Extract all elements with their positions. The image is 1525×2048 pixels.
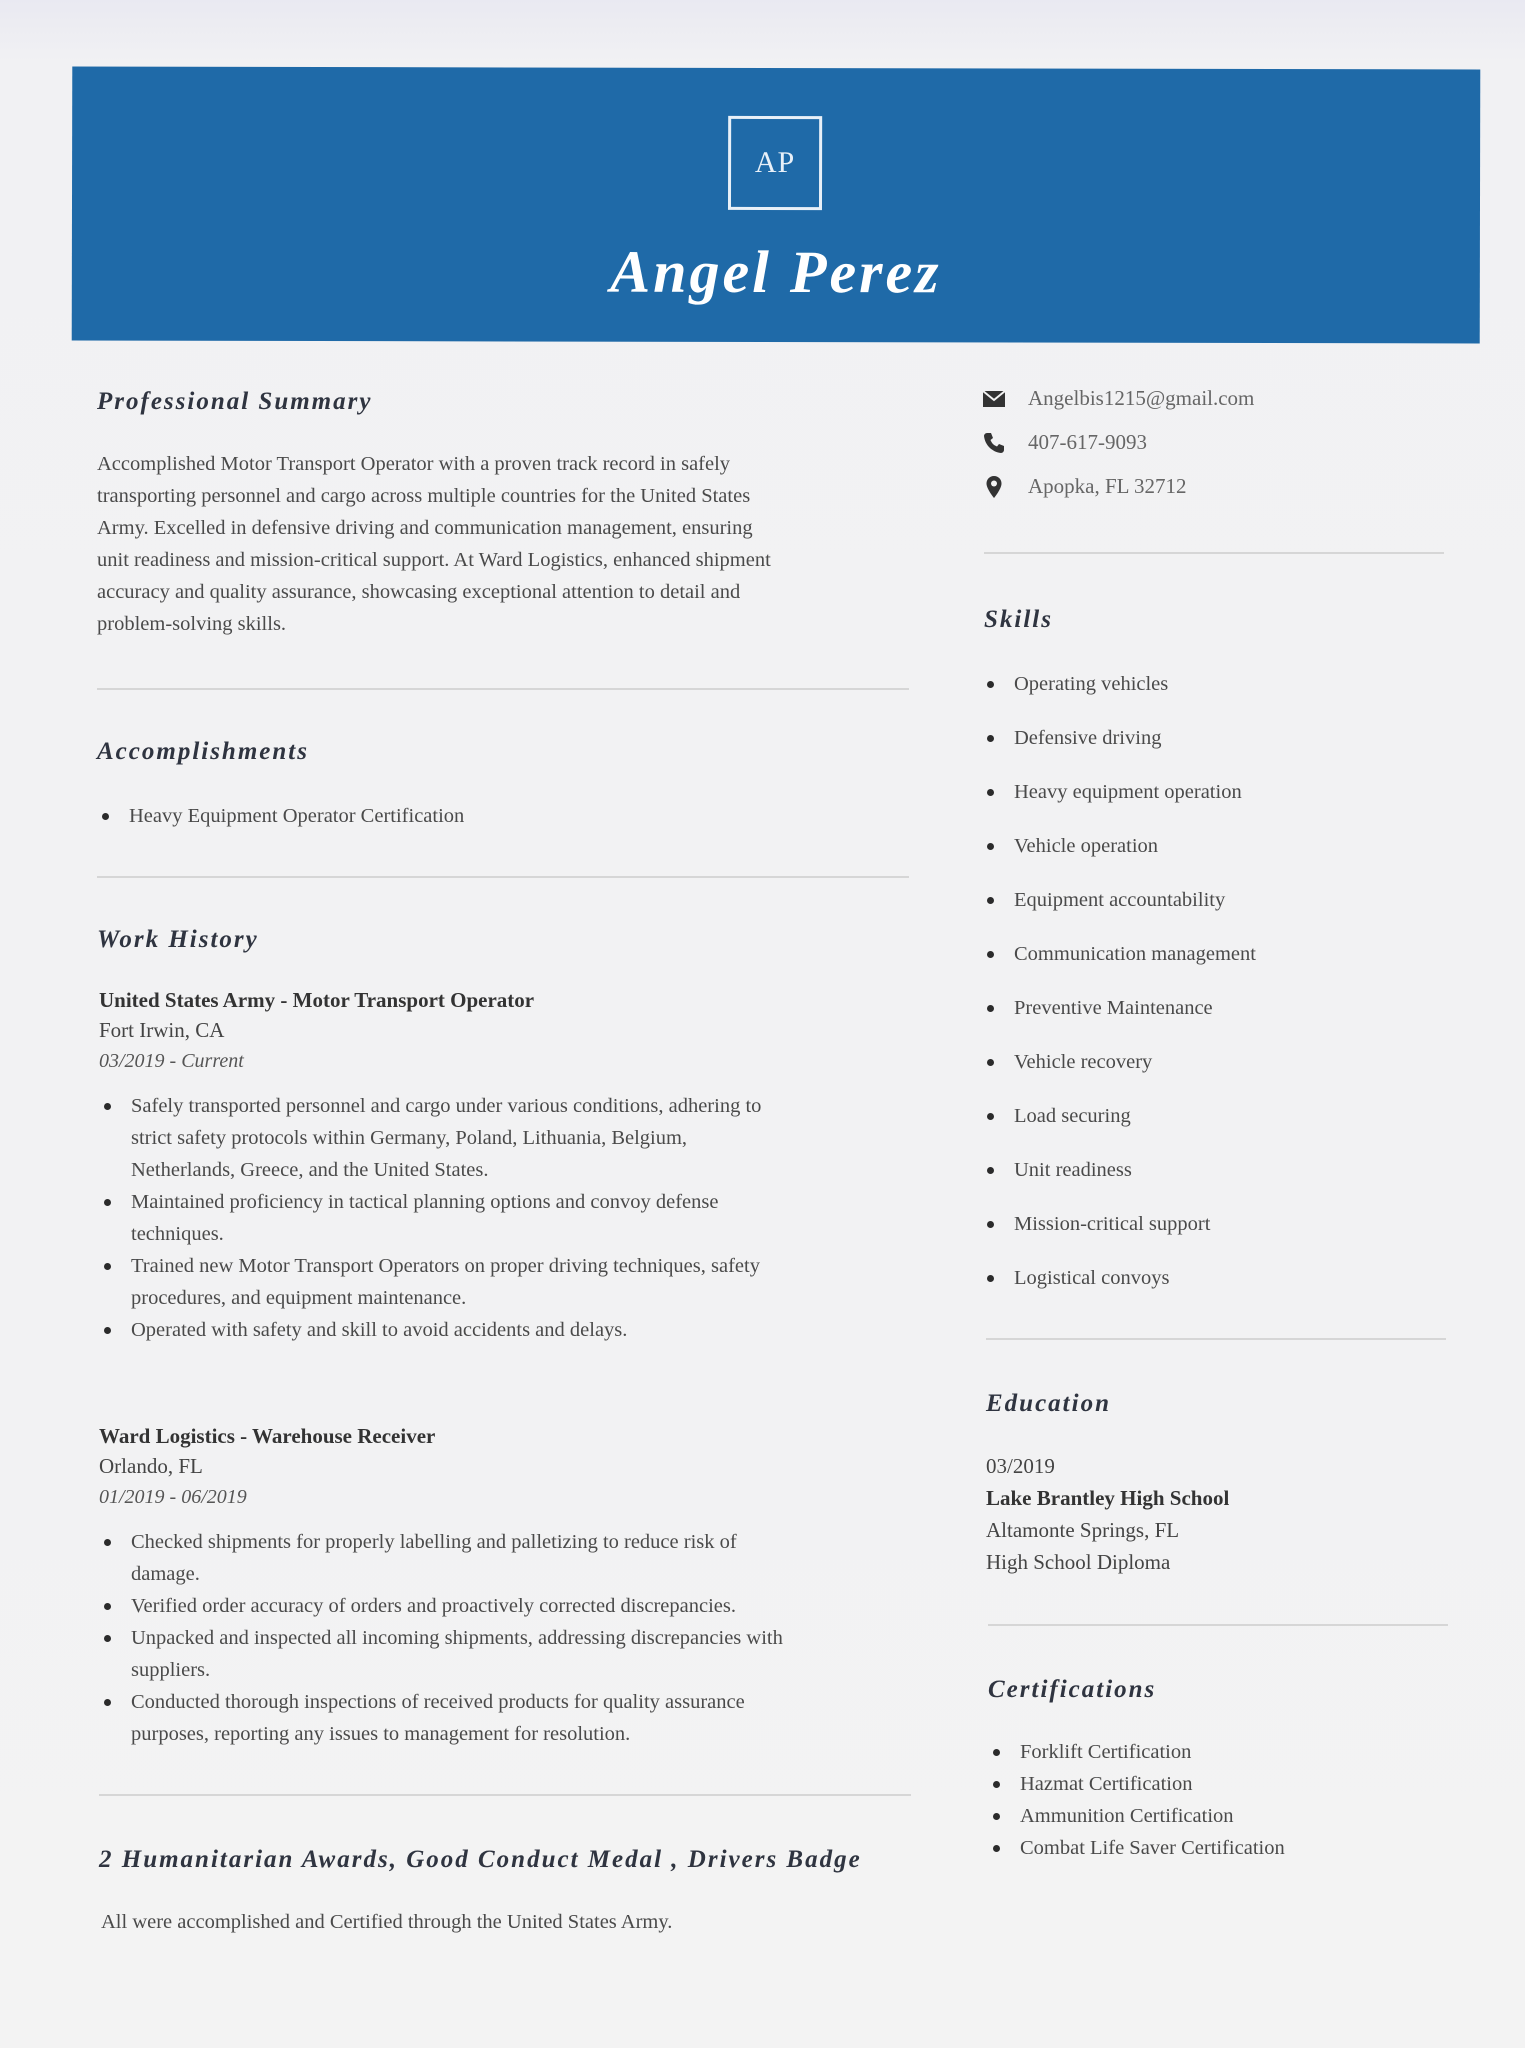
list-item <box>99 1250 919 1314</box>
list-item: Load securing <box>982 1100 1452 1132</box>
summary-text <box>97 448 927 640</box>
list-item: Combat Life Saver Certification <box>988 1832 1468 1864</box>
divider <box>984 552 1444 554</box>
job-bullets <box>99 1526 929 1750</box>
education-date: 03/2019 <box>986 1454 1055 1478</box>
education-entry <box>986 1450 1229 1578</box>
header-banner <box>72 67 1481 344</box>
job-bullets <box>99 1090 919 1346</box>
education-title: Education <box>986 1390 1111 1417</box>
certifications-list <box>988 1736 1468 1864</box>
list-item: Hazmat Certification <box>988 1768 1468 1800</box>
contact-email <box>982 386 1254 411</box>
summary-title: Professional Summary <box>97 388 373 415</box>
list-item: Heavy Equipment Operator Certification <box>97 800 464 832</box>
job-location: Fort Irwin, CA <box>99 1018 225 1042</box>
list-item: Equipment accountability <box>982 884 1452 916</box>
list-item: Mission-critical support <box>982 1208 1452 1240</box>
list-item: Operating vehicles <box>982 668 1452 700</box>
bullet-line: techniques. <box>131 1223 224 1245</box>
phone-text: 407-617-9093 <box>1028 430 1147 454</box>
list-item: Logistical convoys <box>982 1262 1452 1294</box>
summary-line: problem-solving skills. <box>97 613 287 635</box>
awards-title: 2 Humanitarian Awards, Good Conduct Medal , Drivers Badge <box>99 1846 862 1873</box>
job-dates: 03/2019 - Current <box>99 1050 244 1072</box>
phone-icon <box>982 431 1006 455</box>
list-item: Ammunition Certification <box>988 1800 1468 1832</box>
summary-line: Army. Excelled in defensive driving and communication management, ensuring <box>97 517 753 539</box>
divider <box>97 688 909 690</box>
bullet-line: Unpacked and inspected all incoming shipments, addressing discrepancies with <box>131 1627 783 1649</box>
divider <box>99 1794 911 1796</box>
education-location: Altamonte Springs, FL <box>986 1518 1180 1542</box>
job-title: United States Army - Motor Transport Operator <box>99 988 535 1012</box>
bullet-line: Operated with safety and skill to avoid accidents and delays. <box>131 1319 628 1341</box>
bullet-line: procedures, and equipment maintenance. <box>131 1287 467 1309</box>
list-item: Preventive Maintenance <box>982 992 1452 1024</box>
bullet-line: damage. <box>131 1563 200 1585</box>
list-item: Vehicle recovery <box>982 1046 1452 1078</box>
job-title: Ward Logistics - Warehouse Receiver <box>99 1424 436 1448</box>
list-item <box>99 1314 919 1346</box>
work-history-title: Work History <box>97 926 259 953</box>
summary-line: transporting personnel and cargo across multiple countries for the United States <box>97 485 751 507</box>
divider <box>986 1338 1446 1340</box>
bullet-line: Trained new Motor Transport Operators on proper driving techniques, safety <box>131 1255 760 1277</box>
list-item <box>99 1622 929 1686</box>
list-item <box>99 1590 929 1622</box>
summary-line: Accomplished Motor Transport Operator with a proven track record in safely <box>97 453 731 475</box>
list-item: Communication management <box>982 938 1452 970</box>
bullet-line: purposes, reporting any issues to management for resolution. <box>131 1723 631 1745</box>
education-school: Lake Brantley High School <box>986 1486 1230 1510</box>
bullet-line: Safely transported personnel and cargo under various conditions, adhering to <box>131 1095 762 1117</box>
email-text: Angelbis1215@gmail.com <box>1028 386 1255 410</box>
list-item <box>99 1686 929 1750</box>
skills-list <box>982 668 1452 1316</box>
job-location: Orlando, FL <box>99 1454 203 1478</box>
list-item: Forklift Certification <box>988 1736 1468 1768</box>
bullet-line: Maintained proficiency in tactical planning options and convoy defense <box>131 1191 719 1213</box>
list-item <box>99 1186 919 1250</box>
summary-line: unit readiness and mission-critical support. At Ward Logistics, enhanced shipment <box>97 549 771 571</box>
list-item: Unit readiness <box>982 1154 1452 1186</box>
accomplishments-list <box>97 800 464 832</box>
summary-line: accuracy and quality assurance, showcasing exceptional attention to detail and <box>97 581 741 603</box>
list-item <box>99 1526 929 1590</box>
accomplishments-title: Accomplishments <box>97 738 309 765</box>
skills-title: Skills <box>984 606 1053 633</box>
divider <box>97 876 909 878</box>
candidate-name: Angel Perez <box>610 238 942 306</box>
contact-phone <box>982 430 1147 455</box>
job-dates: 01/2019 - 06/2019 <box>99 1486 247 1508</box>
list-item: Vehicle operation <box>982 830 1452 862</box>
education-degree: High School Diploma <box>986 1550 1171 1574</box>
contact-location <box>982 474 1186 499</box>
monogram-logo: AP <box>728 116 822 210</box>
location-text: Apopka, FL 32712 <box>1028 474 1187 498</box>
bullet-line: Netherlands, Greece, and the United States. <box>131 1159 489 1181</box>
bullet-line: Checked shipments for properly labelling and palletizing to reduce risk of <box>131 1531 737 1553</box>
bullet-line: strict safety protocols within Germany, Poland, Lithuania, Belgium, <box>131 1127 688 1149</box>
divider <box>988 1624 1448 1626</box>
list-item: Defensive driving <box>982 722 1452 754</box>
bullet-line: Verified order accuracy of orders and proactively corrected discrepancies. <box>131 1595 737 1617</box>
bullet-line: suppliers. <box>131 1659 211 1681</box>
certifications-title: Certifications <box>988 1676 1157 1703</box>
list-item <box>99 1090 919 1186</box>
envelope-icon <box>982 387 1006 411</box>
awards-text: All were accomplished and Certified through the United States Army. <box>101 1911 673 1933</box>
location-pin-icon <box>982 475 1006 499</box>
list-item: Heavy equipment operation <box>982 776 1452 808</box>
bullet-line: Conducted thorough inspections of received products for quality assurance <box>131 1691 745 1713</box>
